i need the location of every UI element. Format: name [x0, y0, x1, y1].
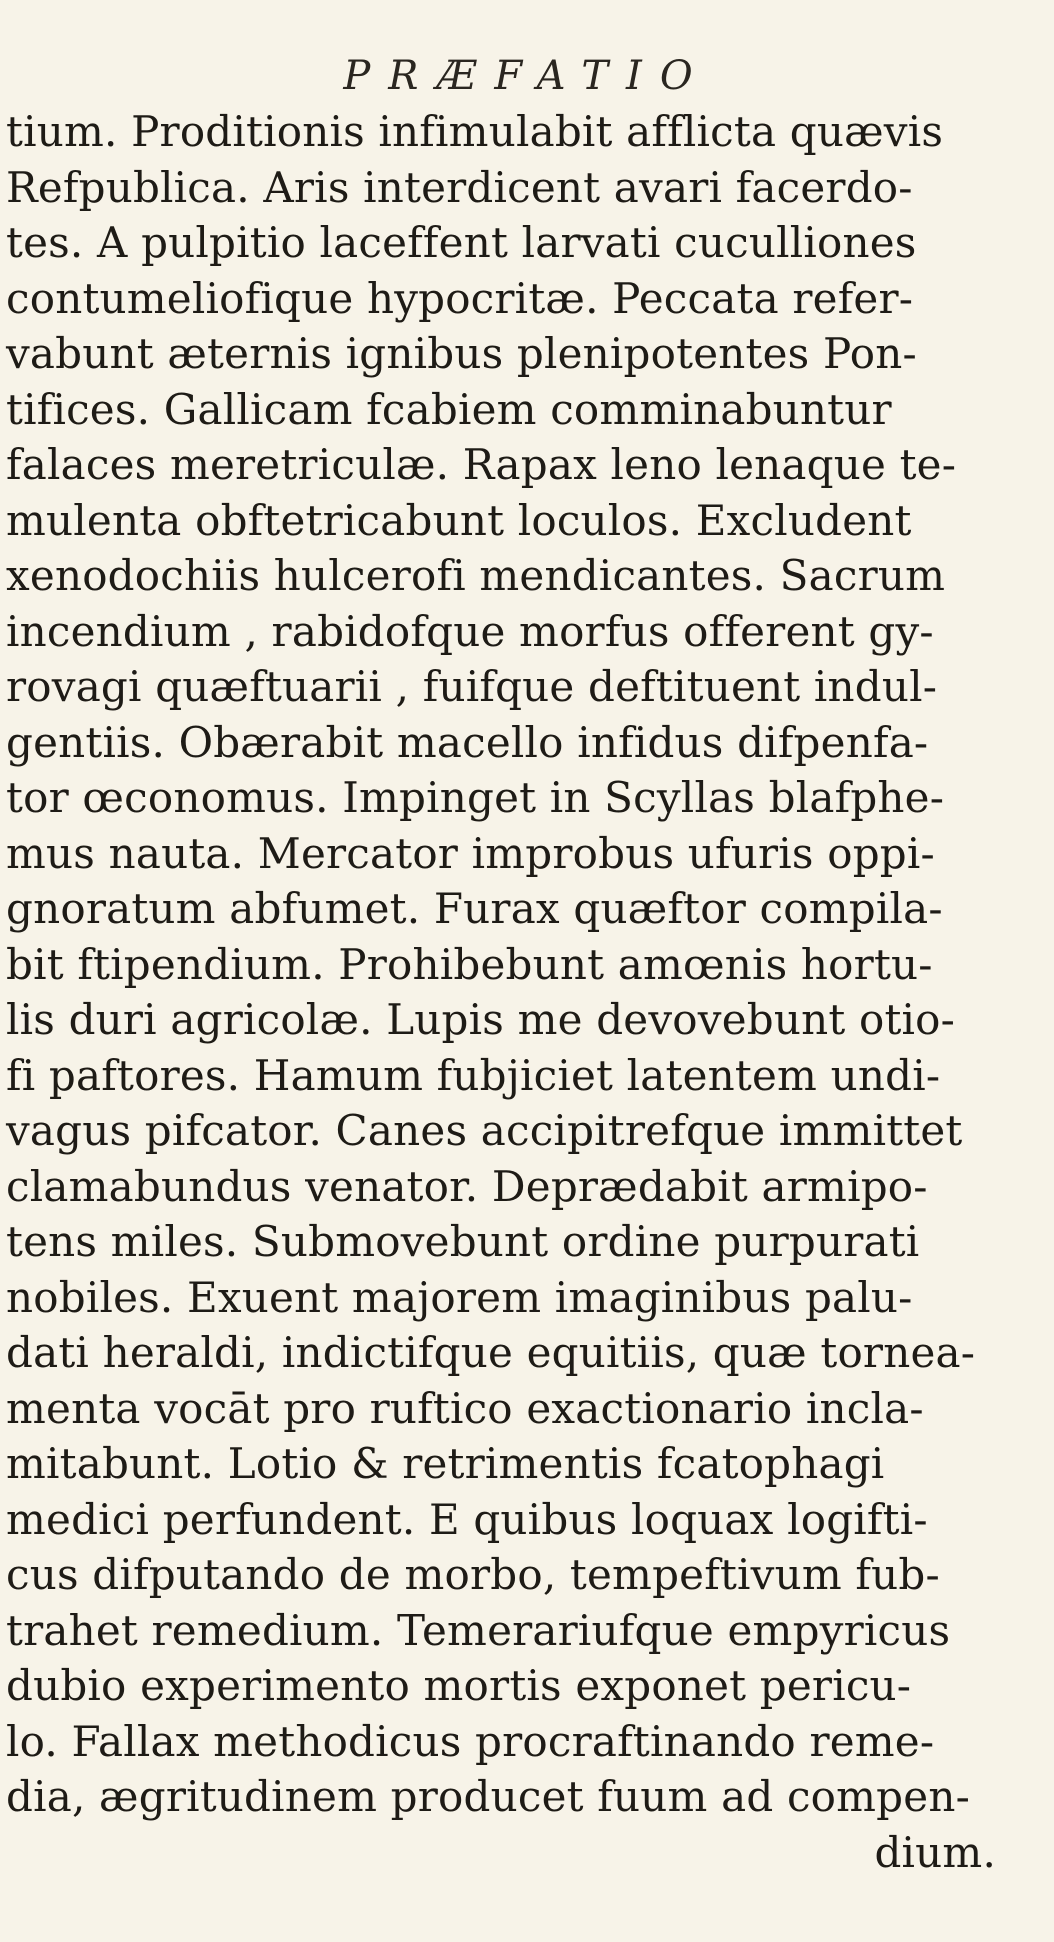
text-line: contumeliofique hypocritæ. Peccata refer-	[6, 273, 914, 323]
text-line: falaces meretriculæ. Rapax leno lenaque te-	[6, 440, 957, 489]
text-line: clamabundus venator. Deprædabit armipo-	[6, 1161, 928, 1211]
text-line: mulenta obftetricabunt loculos. Excludent	[6, 495, 912, 545]
text-line: vagus pifcator. Canes accipitrefque immittet	[6, 1106, 963, 1155]
text-line: tor œconomus. Impinget in Scyllas blafphe-	[6, 773, 945, 822]
text-line: medici perfundent. E quibus loquax logifti-	[6, 1494, 928, 1544]
text-line: xenodochiis hulcerofi mendicantes. Sacrum	[6, 551, 946, 600]
text-line: dubio experimento mortis exponet pericu-	[6, 1661, 912, 1710]
text-line: tifices. Gallicam fcabiem comminabuntur	[6, 384, 892, 434]
text-line: gnoratum abfumet. Furax quæftor compila-	[6, 884, 943, 933]
text-line: bit ftipendium. Prohibebunt amœnis hortu-	[6, 939, 933, 989]
body-text	[6, 104, 1046, 1880]
text-line: cus difputando de morbo, tempeftivum fub-	[6, 1550, 940, 1599]
text-line: mitabunt. Lotio & retrimentis fcatophagi	[6, 1439, 885, 1488]
text-line: tens miles. Submovebunt ordine purpurati	[6, 1217, 920, 1266]
text-line: dia, ægritudinem producet fuum ad compen-	[6, 1772, 970, 1821]
text-line: nobiles. Exuent majorem imaginibus palu-	[6, 1272, 913, 1322]
text-line: mus nauta. Mercator improbus ufuris oppi-	[6, 828, 935, 878]
text-line: fi paftores. Hamum fubjiciet latentem undi-	[6, 1050, 941, 1100]
text-line: rovagi quæftuarii , fuifque deftituent indul-	[6, 662, 938, 711]
catchword: dium.	[874, 1827, 996, 1877]
text-line: vabunt æternis ignibus plenipotentes Pon-	[6, 329, 917, 378]
text-line: gentiis. Obærabit macello infidus difpenfa-	[6, 717, 929, 767]
text-line: incendium , rabidofque morfus offerent gy-	[6, 606, 934, 656]
text-line: tes. A pulpitio laceffent larvati cuculliones	[6, 218, 917, 267]
text-line: menta vocāt pro ruftico exactionario incla-	[6, 1383, 924, 1433]
running-head: PRÆFATIO	[343, 53, 711, 99]
text-line: lo. Fallax methodicus procraftinando reme-	[6, 1716, 935, 1766]
text-line: lis duri agricolæ. Lupis me devovebunt otio-	[6, 995, 956, 1044]
text-line: tium. Proditionis infimulabit afflicta quævis	[6, 107, 944, 156]
text-line: dati heraldi, indictifque equitiis, quæ tornea-	[6, 1328, 976, 1377]
text-line: trahet remedium. Temerariufque empyricus	[6, 1605, 951, 1655]
text-line: Refpublica. Aris interdicent avari facerdo-	[6, 162, 913, 212]
